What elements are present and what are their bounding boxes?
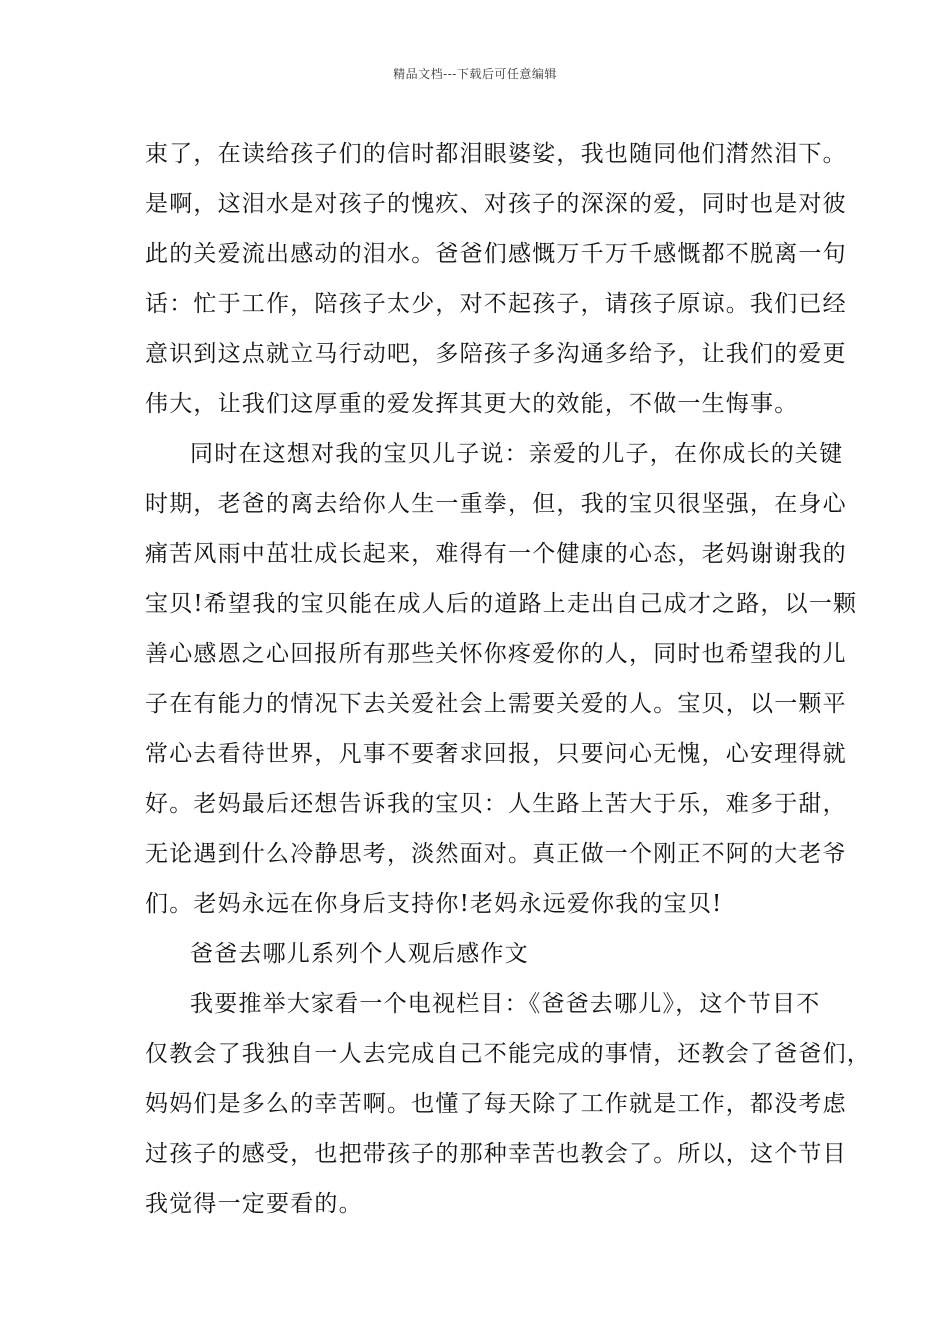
text-line: 常心去看待世界，凡事不要奢求回报，只要问心无愧，心安理得就 [145, 741, 847, 767]
text-line: 妈妈们是多么的幸苦啊。也懂了每天除了工作就是工作，都没考虑 [145, 1091, 847, 1117]
text-line: 善心感恩之心回报所有那些关怀你疼爱你的人，同时也希望我的儿 [145, 641, 847, 667]
text-line: 仅教会了我独自一人去完成自己不能完成的事情，还教会了爸爸们， [145, 1041, 871, 1067]
text-line: 过孩子的感受，也把带孩子的那种幸苦也教会了。所以，这个节目 [145, 1141, 847, 1167]
page-header: 精品文档---下载后可任意编辑 [393, 67, 557, 81]
document-body [145, 129, 871, 1229]
text-line: 无论遇到什么冷静思考，淡然面对。真正做一个刚正不阿的大老爷 [145, 841, 847, 867]
text-line: 束了，在读给孩子们的信时都泪眼婆娑，我也随同他们潸然泪下。 [145, 141, 847, 167]
text-line: 痛苦风雨中茁壮成长起来，难得有一个健康的心态，老妈谢谢我的 [145, 541, 847, 567]
text-line: 此的关爱流出感动的泪水。爸爸们感慨万千万千感慨都不脱离一句 [145, 241, 847, 267]
text-line: 我觉得一定要看的。 [145, 1191, 363, 1217]
text-line: 意识到这点就立马行动吧，多陪孩子多沟通多给予，让我们的爱更 [145, 341, 847, 367]
text-line: 是啊，这泪水是对孩子的愧疚、对孩子的深深的爱，同时也是对彼 [145, 191, 847, 217]
text-line: 好。老妈最后还想告诉我的宝贝：人生路上苦大于乐，难多于甜， [145, 791, 847, 817]
section-title: 爸爸去哪儿系列个人观后感作文 [190, 941, 529, 967]
text-line: 们。老妈永远在你身后支持你!老妈永远爱你我的宝贝! [145, 891, 723, 917]
text-line: 伟大，让我们这厚重的爱发挥其更大的效能，不做一生悔事。 [145, 391, 799, 417]
text-line: 话：忙于工作，陪孩子太少，对不起孩子，请孩子原谅。我们已经 [145, 291, 847, 317]
text-line: 子在有能力的情况下去关爱社会上需要关爱的人。宝贝，以一颗平 [145, 691, 847, 717]
text-line: 宝贝!希望我的宝贝能在成人后的道路上走出自己成才之路，以一颗 [145, 591, 858, 617]
paragraph-start-line: 同时在这想对我的宝贝儿子说：亲爱的儿子，在你成长的关键 [190, 441, 844, 467]
text-line: 时期，老爸的离去给你人生一重拳，但，我的宝贝很坚强，在身心 [145, 491, 847, 517]
paragraph-start-line: 我要推举大家看一个电视栏目：《爸爸去哪儿》，这个节目不 [190, 991, 821, 1017]
